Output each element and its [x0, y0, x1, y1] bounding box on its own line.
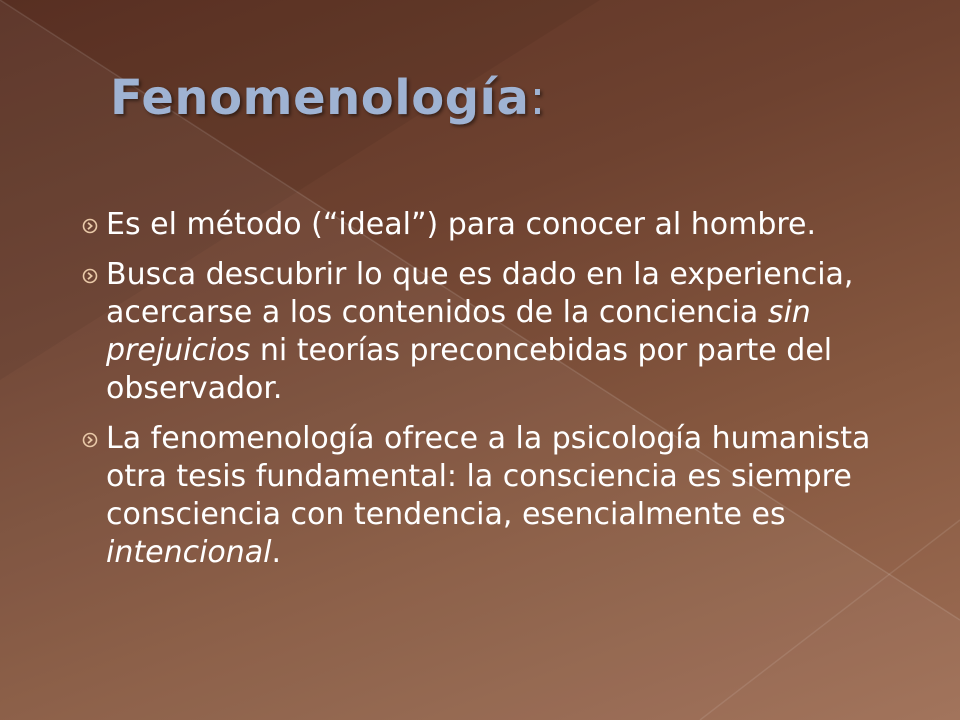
- bullet-text-part: La fenomenología ofrece a la psicología humanista otra tesis fundamental: la consciencia es siempre consciencia con tendencia, esencialmente es: [106, 421, 871, 532]
- slide-title: [110, 70, 546, 126]
- bullet-text-emphasis: sin prejuicios: [106, 295, 811, 368]
- bullet-list: [82, 206, 912, 584]
- bullet-item: [82, 256, 912, 408]
- bullet-text-part: Es el método (“ideal”) para conocer al hombre.: [106, 207, 817, 242]
- bullet-text: [106, 256, 912, 408]
- bullet-text-emphasis: intencional: [106, 535, 272, 570]
- circled-chevron-icon: [82, 268, 98, 284]
- bullet-text-part: ni teorías preconcebidas por parte del observador.: [106, 333, 833, 406]
- circled-chevron-icon: [82, 432, 98, 448]
- bullet-item: [82, 206, 912, 244]
- bullet-item: [82, 420, 912, 572]
- bullet-text-part: Busca descubrir lo que es dado en la experiencia, acercarse a los contenidos de la conciencia: [106, 257, 854, 330]
- circled-chevron-icon: [82, 218, 98, 234]
- bullet-text: [106, 420, 912, 572]
- bullet-text-part: .: [271, 535, 282, 570]
- slide-title-text: Fenomenología: [110, 70, 530, 126]
- slide-title-colon: :: [529, 70, 547, 126]
- bullet-text: [106, 206, 912, 244]
